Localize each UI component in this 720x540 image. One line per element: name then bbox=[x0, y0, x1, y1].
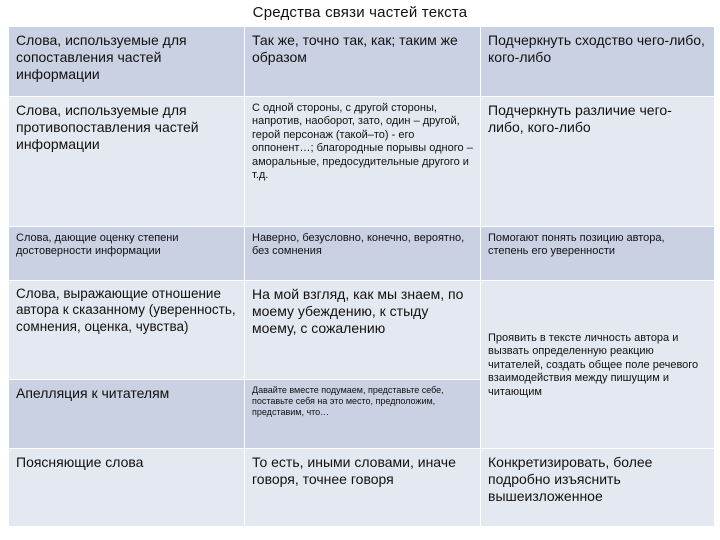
table-row bbox=[9, 227, 715, 281]
table-cell: Слова, выражающие отношение автора к сказанному (уверенность, сомнения, оценка, чувства) bbox=[9, 281, 245, 380]
page-title: Средства связи частей текста bbox=[252, 4, 468, 21]
table-cell: Помогают понять позицию автора, степень его уверенности bbox=[481, 227, 715, 281]
table-cell: Наверно, безусловно, конечно, вероятно, без сомнения bbox=[245, 227, 481, 281]
table-cell-merged: Проявить в тексте личность автора и вызвать определенную реакцию читателей, создать общее поле речевого взаимодействия между пишущим и читающим bbox=[481, 281, 715, 449]
text-connection-table bbox=[8, 26, 715, 527]
table-cell: Слова, используемые для сопоставления частей информации bbox=[9, 27, 245, 97]
table-cell: На мой взгляд, как мы знаем, по моему убеждению, к стыду моему, с сожалению bbox=[245, 281, 481, 380]
table-row bbox=[9, 449, 715, 527]
table-cell: Давайте вместе подумаем, представьте себе, поставьте себя на это место, предположим, представим, что… bbox=[245, 380, 481, 449]
table-cell: Конкретизировать, более подробно изъяснить вышеизложенное bbox=[481, 449, 715, 527]
table-cell: То есть, иными словами, иначе говоря, точнее говоря bbox=[245, 449, 481, 527]
table-row bbox=[9, 97, 715, 227]
table-cell: Слова, используемые для противопоставления частей информации bbox=[9, 97, 245, 227]
table-cell: Так же, точно так, как; таким же образом bbox=[245, 27, 481, 97]
table-cell: С одной стороны, с другой стороны, напротив, наоборот, зато, один – другой, герой персонаж (такой–то) - его оппонент…; благородные порывы одного – аморальные, предосудительные другого и т.д. bbox=[245, 97, 481, 227]
table-cell: Поясняющие слова bbox=[9, 449, 245, 527]
table-cell: Подчеркнуть различие чего-либо, кого-либо bbox=[481, 97, 715, 227]
table-row bbox=[9, 281, 715, 380]
table-row bbox=[9, 27, 715, 97]
table-cell: Слова, дающие оценку степени достоверности информации bbox=[9, 227, 245, 281]
table-cell: Подчеркнуть сходство чего-либо, кого-либо bbox=[481, 27, 715, 97]
table-cell: Апелляция к читателям bbox=[9, 380, 245, 449]
